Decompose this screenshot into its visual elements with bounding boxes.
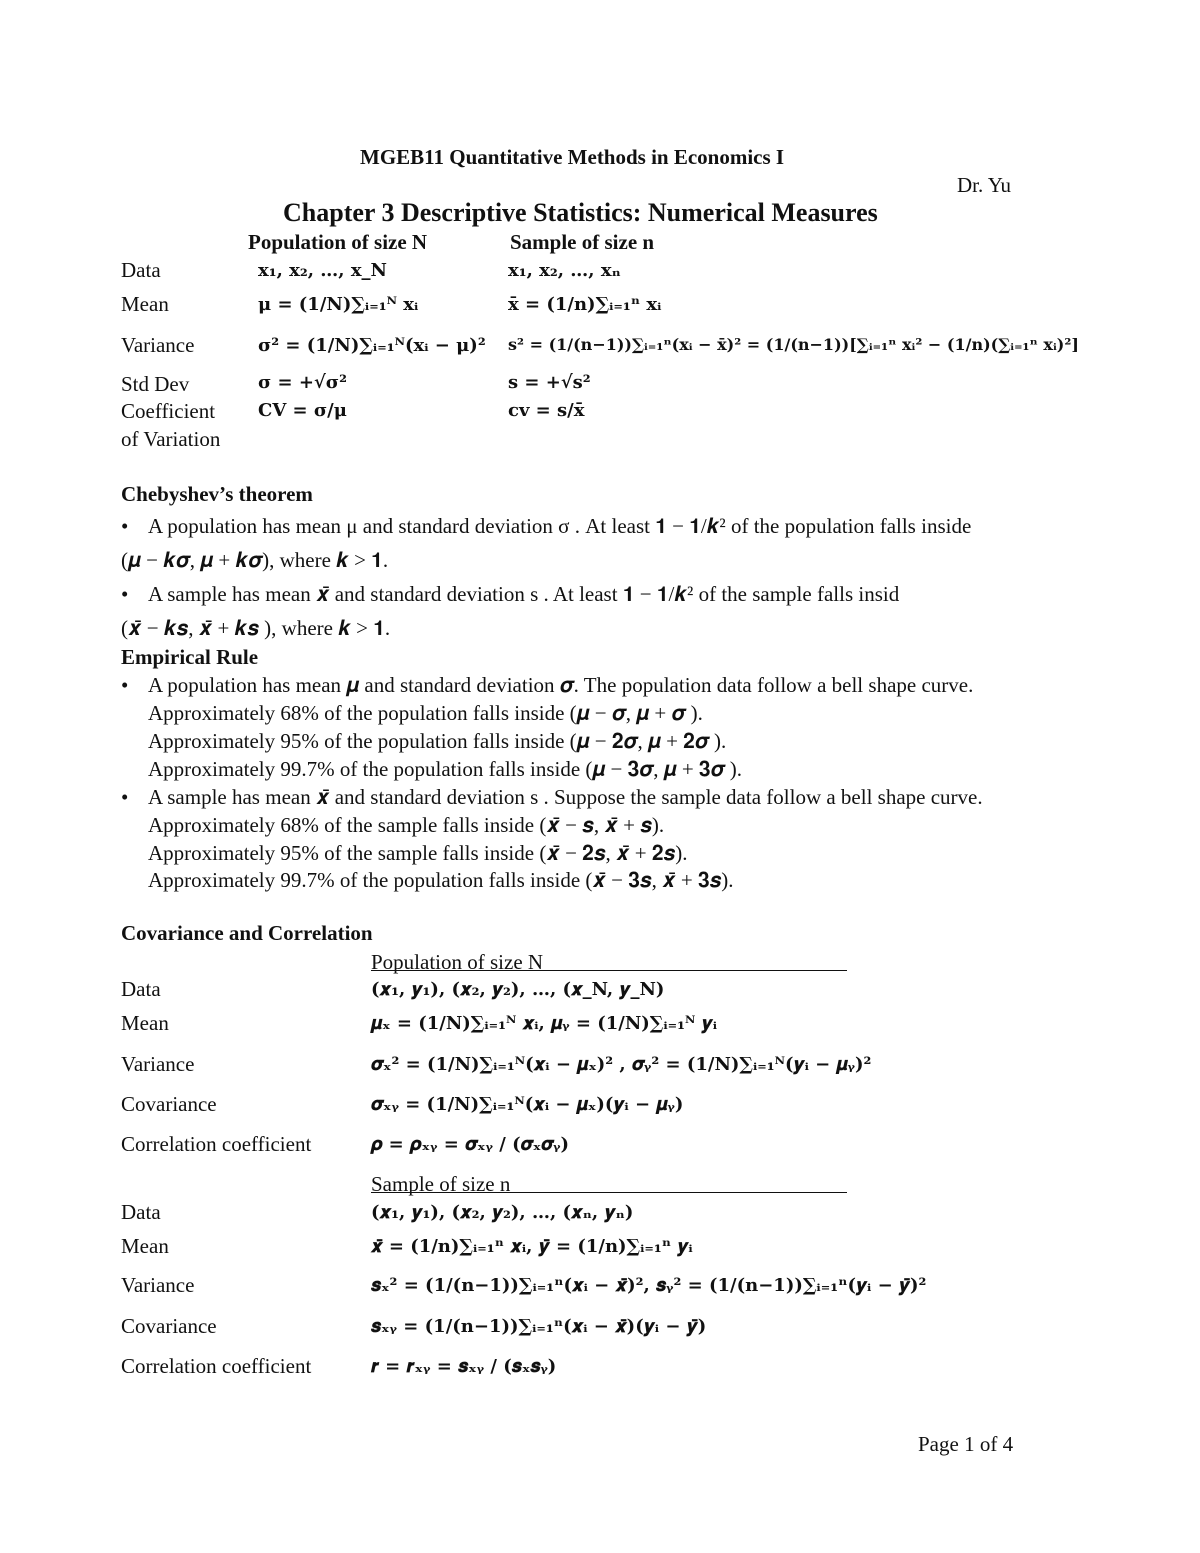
page-number: Page 1 of 4 bbox=[918, 1432, 1014, 1456]
formula: 𝒔ₓᵧ = (1/(n−1))∑ᵢ₌₁ⁿ(𝒙ᵢ − 𝒙̄)(𝒚ᵢ − 𝒚̄) bbox=[371, 1316, 707, 1337]
sample-subheader: Sample of size n bbox=[371, 1172, 511, 1196]
pop-formula: σ² = (1/N)∑ᵢ₌₁ᴺ(xᵢ − μ)² bbox=[258, 335, 486, 356]
empirical-population-95: Approximately 95% of the population falls inside (𝝁 − 𝟐𝝈, 𝝁 + 𝟐𝝈 ). bbox=[148, 729, 727, 753]
row-label: Coefficient bbox=[121, 399, 216, 423]
author: Dr. Yu bbox=[957, 173, 1012, 197]
bullet: • bbox=[121, 785, 129, 809]
row-label: Data bbox=[121, 258, 161, 282]
empirical-sample-95: Approximately 95% of the sample falls inside (𝒙̄ − 𝟐𝒔, 𝒙̄ + 𝟐𝒔). bbox=[148, 841, 688, 865]
sample-formula: x̄ = (1/n)∑ᵢ₌₁ⁿ xᵢ bbox=[508, 294, 662, 315]
row-label: Std Dev bbox=[121, 372, 190, 396]
empirical-heading: Empirical Rule bbox=[121, 645, 259, 669]
row-label: Mean bbox=[121, 292, 169, 316]
empirical-population-intro: A population has mean 𝝁 and standard deviation 𝝈. The population data follow a bell shape curve. bbox=[148, 673, 974, 697]
row-label: Correlation coefficient bbox=[121, 1132, 312, 1156]
row-label: Correlation coefficient bbox=[121, 1354, 312, 1378]
sample-formula: s² = (1/(n−1))∑ᵢ₌₁ⁿ(xᵢ − x̄)² = (1/(n−1))[∑ᵢ₌₁ⁿ xᵢ² − (1/n)(∑ᵢ₌₁ⁿ xᵢ)²] bbox=[508, 335, 1079, 354]
formula: 𝒔ₓ² = (1/(n−1))∑ᵢ₌₁ⁿ(𝒙ᵢ − 𝒙̄)², 𝒔ᵧ² = (1/(n−1))∑ᵢ₌₁ⁿ(𝒚ᵢ − 𝒚̄)² bbox=[371, 1275, 927, 1296]
column-header-sample: Sample of size n bbox=[510, 230, 655, 254]
sample-formula: s = +√s² bbox=[508, 372, 591, 393]
population-subheader: Population of size N bbox=[371, 950, 544, 974]
row-label: of Variation bbox=[121, 427, 221, 451]
chebyshev-population-line1: A population has mean μ and standard deviation σ . At least 𝟏 − 𝟏/𝒌² of the population falls inside bbox=[148, 514, 972, 538]
sample-subheader-rule bbox=[371, 1192, 847, 1193]
bullet: • bbox=[121, 514, 129, 538]
row-label: Mean bbox=[121, 1234, 169, 1258]
chebyshev-sample-line2: (𝒙̄ − 𝒌𝒔, 𝒙̄ + 𝒌𝒔 ), where 𝒌 > 𝟏. bbox=[121, 616, 391, 640]
bullet: • bbox=[121, 582, 129, 606]
formula: (𝒙₁, 𝒚₁), (𝒙₂, 𝒚₂), …, (𝒙_N, 𝒚_N) bbox=[371, 979, 665, 1000]
chebyshev-sample-line1: A sample has mean 𝒙̄ and standard deviation s . At least 𝟏 − 𝟏/𝒌² of the sample falls insid bbox=[148, 582, 900, 606]
formula: 𝝈ₓᵧ = (1/N)∑ᵢ₌₁ᴺ(𝒙ᵢ − 𝝁ₓ)(𝒚ᵢ − 𝝁ᵧ) bbox=[371, 1094, 684, 1115]
empirical-population-997: Approximately 99.7% of the population falls inside (𝝁 − 𝟑𝝈, 𝝁 + 𝟑𝝈 ). bbox=[148, 757, 742, 781]
population-subheader-rule bbox=[371, 970, 847, 971]
formula: (𝒙₁, 𝒚₁), (𝒙₂, 𝒚₂), …, (𝒙ₙ, 𝒚ₙ) bbox=[371, 1202, 634, 1223]
pop-formula: μ = (1/N)∑ᵢ₌₁ᴺ xᵢ bbox=[258, 294, 419, 315]
chapter-title: Chapter 3 Descriptive Statistics: Numerical Measures bbox=[283, 198, 878, 227]
covcorr-heading: Covariance and Correlation bbox=[121, 921, 373, 945]
pop-formula: σ = +√σ² bbox=[258, 372, 347, 393]
chebyshev-heading: Chebyshev’s theorem bbox=[121, 482, 313, 506]
pop-formula: x₁, x₂, …, x_N bbox=[258, 260, 388, 281]
row-label: Covariance bbox=[121, 1314, 217, 1338]
column-header-population: Population of size N bbox=[248, 230, 428, 254]
formula: 𝝆 = 𝝆ₓᵧ = 𝝈ₓᵧ / (𝝈ₓ𝝈ᵧ) bbox=[371, 1134, 570, 1155]
row-label: Variance bbox=[121, 333, 195, 357]
formula: 𝒓 = 𝒓ₓᵧ = 𝒔ₓᵧ / (𝒔ₓ𝒔ᵧ) bbox=[371, 1356, 557, 1377]
row-label: Data bbox=[121, 977, 161, 1001]
empirical-sample-68: Approximately 68% of the sample falls inside (𝒙̄ − 𝒔, 𝒙̄ + 𝒔). bbox=[148, 813, 665, 837]
empirical-sample-intro: A sample has mean 𝒙̄ and standard deviation s . Suppose the sample data follow a bell shape curve. bbox=[148, 785, 983, 809]
row-label: Mean bbox=[121, 1011, 169, 1035]
bullet: • bbox=[121, 673, 129, 697]
row-label: Variance bbox=[121, 1052, 195, 1076]
sample-formula: x₁, x₂, …, xₙ bbox=[508, 260, 621, 281]
sample-formula: cv = s/x̄ bbox=[508, 400, 585, 421]
formula: 𝝈ₓ² = (1/N)∑ᵢ₌₁ᴺ(𝒙ᵢ − 𝝁ₓ)² , 𝝈ᵧ² = (1/N)∑ᵢ₌₁ᴺ(𝒚ᵢ − 𝝁ᵧ)² bbox=[371, 1054, 872, 1075]
formula: 𝝁ₓ = (1/N)∑ᵢ₌₁ᴺ 𝒙ᵢ, 𝝁ᵧ = (1/N)∑ᵢ₌₁ᴺ 𝒚ᵢ bbox=[371, 1013, 717, 1034]
row-label: Variance bbox=[121, 1273, 195, 1297]
chebyshev-population-line2: (𝝁 − 𝒌𝝈, 𝝁 + 𝒌𝝈), where 𝒌 > 𝟏. bbox=[121, 548, 389, 572]
row-label: Covariance bbox=[121, 1092, 217, 1116]
pop-formula: CV = σ/μ bbox=[258, 400, 347, 421]
formula: 𝒙̄ = (1/n)∑ᵢ₌₁ⁿ 𝒙ᵢ, 𝒚̄ = (1/n)∑ᵢ₌₁ⁿ 𝒚ᵢ bbox=[371, 1236, 693, 1257]
empirical-sample-997: Approximately 99.7% of the population falls inside (𝒙̄ − 𝟑𝒔, 𝒙̄ + 𝟑𝒔). bbox=[148, 868, 734, 892]
empirical-population-68: Approximately 68% of the population falls inside (𝝁 − 𝝈, 𝝁 + 𝝈 ). bbox=[148, 701, 703, 725]
course-title: MGEB11 Quantitative Methods in Economics I bbox=[360, 145, 785, 169]
row-label: Data bbox=[121, 1200, 161, 1224]
